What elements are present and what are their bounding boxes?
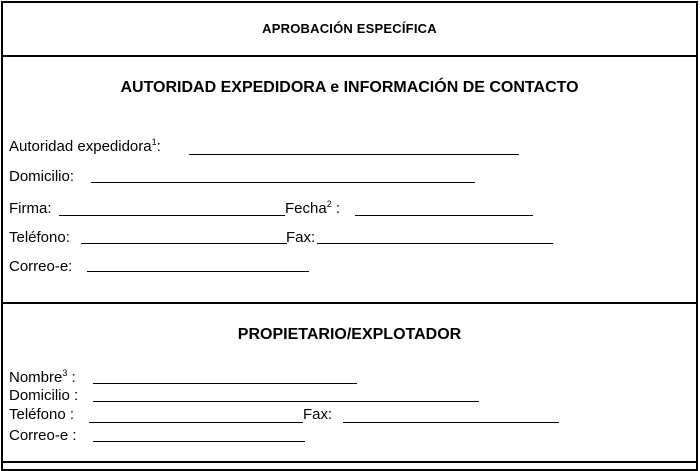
date-label: Fecha$^2$ : <box>285 199 341 217</box>
issuing-authority-label: Autoridad expedidora$^1$: <box>9 137 161 155</box>
issuing-authority-field[interactable] <box>189 154 519 155</box>
signature-label: Firma: <box>9 200 52 217</box>
email-label-1: Correo-e: <box>9 258 73 275</box>
address-field-1[interactable] <box>91 182 475 183</box>
fax-field-2[interactable] <box>343 422 559 423</box>
section2-title: PROPIETARIO/EXPLOTADOR <box>237 326 462 343</box>
footnote-1: 1 <box>151 137 157 147</box>
divider-bottom <box>3 461 696 463</box>
form-header: APROBACIÓN ESPECÍFICA <box>262 21 437 36</box>
email-label-2: Correo-e : <box>9 427 77 444</box>
date-field[interactable] <box>355 215 533 216</box>
form-frame <box>1 1 698 471</box>
footnote-2: 2 <box>326 199 332 209</box>
phone-field-1[interactable] <box>81 243 287 244</box>
divider-header <box>3 55 696 57</box>
address-label-2: Domicilio : <box>9 387 79 404</box>
address-label-1: Domicilio: <box>9 168 75 185</box>
fax-field-1[interactable] <box>317 243 553 244</box>
fax-label-2: Fax: <box>303 406 333 423</box>
fax-label-1: Fax: <box>286 229 316 246</box>
email-field-2[interactable] <box>93 441 305 442</box>
footnote-3: 3 <box>62 368 68 378</box>
address-field-2[interactable] <box>93 401 479 402</box>
section1-title: AUTORIDAD EXPEDIDORA e INFORMACIÓN DE CONTACTO <box>120 79 579 96</box>
divider-section <box>3 302 696 304</box>
phone-label-2: Teléfono : <box>9 406 75 423</box>
phone-label-1: Teléfono: <box>9 229 70 246</box>
signature-field[interactable] <box>59 215 285 216</box>
name-field[interactable] <box>93 383 357 384</box>
email-field-1[interactable] <box>87 271 309 272</box>
phone-field-2[interactable] <box>89 422 303 423</box>
name-label: Nombre$^3$ : <box>9 368 76 386</box>
